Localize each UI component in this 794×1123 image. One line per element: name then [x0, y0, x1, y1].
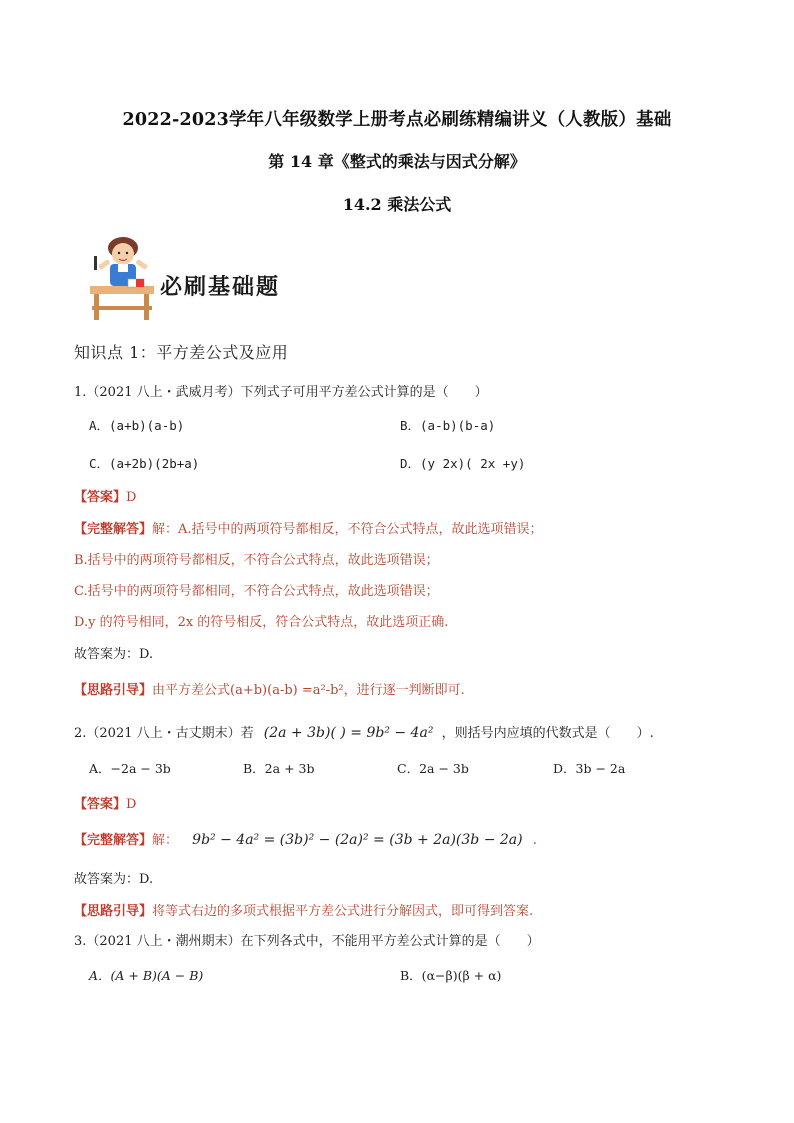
q1-conclusion: 故答案为：D. — [74, 647, 154, 662]
hint-text: 由平方差公式(a+b)(a-b) =a²-b²，进行逐一判断即可. — [152, 683, 465, 698]
q1-option-b: B．(a-b)(b-a) — [400, 418, 496, 433]
q2-hint — [74, 900, 533, 919]
q3-option-a: A．(A + B)(A − B) — [89, 968, 204, 983]
q1-hint — [74, 679, 465, 698]
solution-text: 解：A.括号中的两项符号都相反，不符合公式特点，故此选项错误； — [152, 522, 543, 537]
document-title: 2022-2023学年八年级数学上册考点必刷练精编讲义（人教版）基础 — [122, 110, 672, 130]
q2-solution — [74, 829, 537, 848]
answer-value: D — [126, 490, 137, 505]
solution-prefix: 解： — [152, 833, 179, 848]
q1-option-a: A．(a+b)(a-b) — [89, 418, 185, 433]
section-title: 14.2 乘法公式 — [342, 195, 452, 214]
q1-option-d: D．(y 2x)( 2x +y) — [400, 456, 526, 471]
hint-text: 将等式右边的多项式根据平方差公式进行分解因式，即可得到答案. — [152, 904, 534, 919]
q1-solution-line-2: B.括号中的两项符号都相反，不符合公式特点，故此选项错误； — [74, 553, 439, 568]
answer-tag: 【答案】 — [74, 490, 127, 505]
q2-conclusion: 故答案为：D. — [74, 872, 154, 887]
q3-option-b: B．(α−β)(β + α) — [400, 968, 502, 983]
q2-option-d: D．3b − 2a — [553, 761, 626, 776]
q2-option-a: A．−2a − 3b — [89, 761, 171, 776]
knowledge-point-heading: 知识点 1：平方差公式及应用 — [74, 343, 289, 362]
question-3-stem: 3.（2021 八上・潮州期末）在下列各式中，不能用平方差公式计算的是（ ） — [74, 934, 540, 949]
q2-stem-math: (2a + 3b)( ) = 9b² − 4a² — [263, 725, 434, 741]
answer-tag: 【答案】 — [74, 797, 127, 812]
q2-option-c: C．2a − 3b — [397, 761, 469, 776]
q1-solution-line-4: D.y 的符号相同，2x 的符号相反，符合公式特点，故此选项正确. — [74, 615, 449, 630]
chapter-title: 第 14 章《整式的乘法与因式分解》 — [268, 152, 526, 171]
solution-end: . — [532, 833, 537, 848]
banner-label: 必刷基础题 — [160, 274, 281, 300]
q2-option-b: B．2a + 3b — [243, 761, 315, 776]
q1-solution-line-1 — [74, 518, 543, 537]
hint-tag: 【思路引导】 — [74, 904, 153, 919]
q2-stem-suffix: ，则括号内应填的代数式是（ ）. — [441, 726, 654, 741]
q2-stem-prefix: 2.（2021 八上・古丈期末）若 — [74, 726, 254, 741]
q1-option-c: C．(a+2b)(2b+a) — [89, 456, 200, 471]
q1-solution-line-3: C.括号中的两项符号都相同，不符合公式特点，故此选项错误； — [74, 584, 439, 599]
question-1-stem: 1.（2021 八上・武威月考）下列式子可用平方差公式计算的是（ ） — [74, 385, 488, 400]
question-2-stem — [74, 722, 654, 741]
q2-answer — [74, 793, 136, 812]
solution-tag: 【完整解答】 — [74, 522, 153, 537]
answer-value: D — [126, 797, 137, 812]
solution-tag: 【完整解答】 — [74, 833, 153, 848]
solution-math: 9b² − 4a² = (3b)² − (2a)² = (3b + 2a)(3b − 2a) — [192, 832, 523, 848]
hint-tag: 【思路引导】 — [74, 683, 153, 698]
q1-answer — [74, 486, 136, 505]
